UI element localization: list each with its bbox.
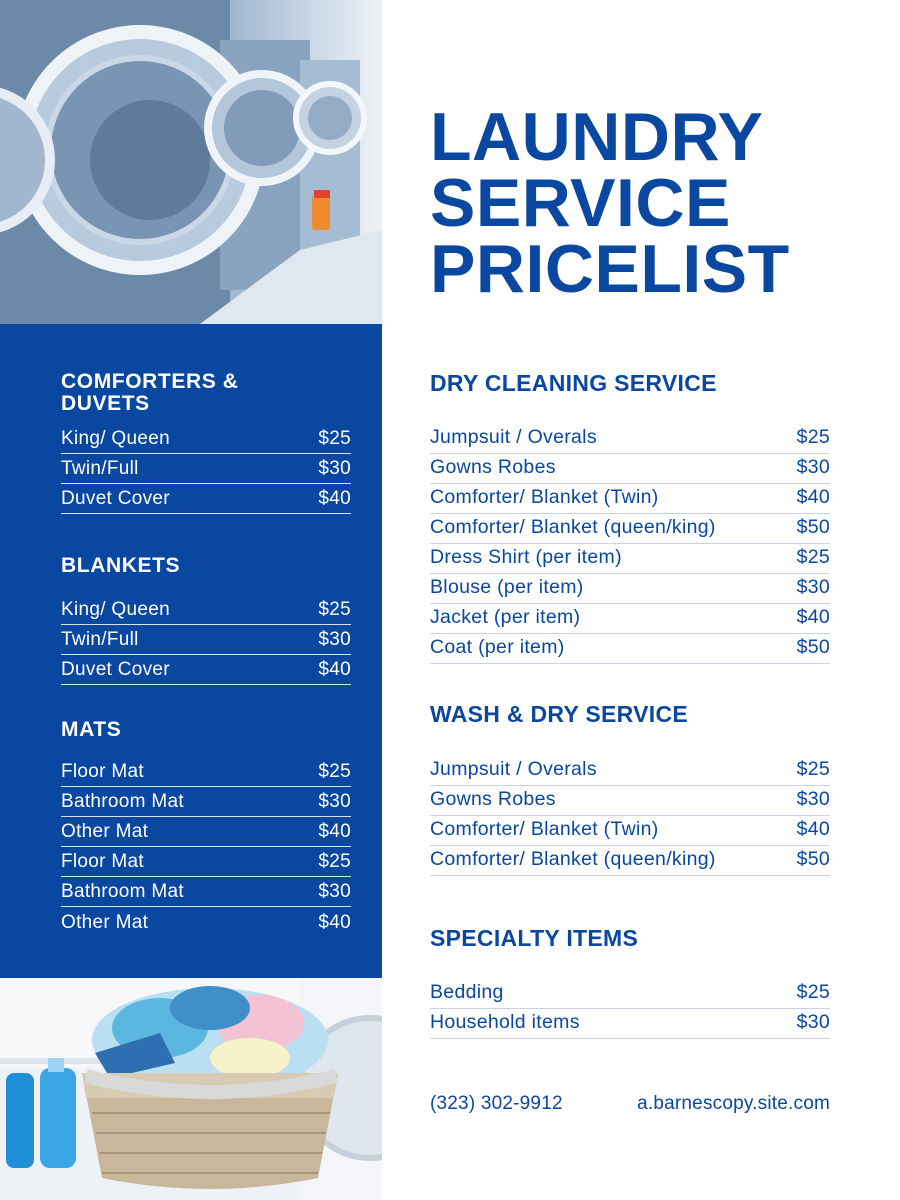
list-item: Coat (per item) $50	[430, 634, 830, 664]
list-item: Household items $30	[430, 1009, 830, 1039]
list-item: Jacket (per item) $40	[430, 604, 830, 634]
wash-dry-title: WASH & DRY SERVICE	[430, 701, 689, 727]
list-item: Comforter/ Blanket (queen/king) $50	[430, 514, 830, 544]
dry-cleaning-title: DRY CLEANING SERVICE	[430, 370, 717, 396]
list-item: King/ Queen $25	[61, 424, 351, 454]
list-item: King/ Queen $25	[61, 595, 351, 625]
website-link[interactable]: a.barnescopy.site.com	[637, 1093, 830, 1114]
list-item: Bathroom Mat $30	[61, 877, 351, 907]
blankets-section	[61, 554, 351, 680]
list-item: Gowns Robes $30	[430, 454, 830, 484]
list-item: Dress Shirt (per item) $25	[430, 544, 830, 574]
list-item: Blouse (per item) $30	[430, 574, 830, 604]
list-item: Floor Mat $25	[61, 757, 351, 787]
list-item: Comforter/ Blanket (Twin) $40	[430, 484, 830, 514]
left-column	[0, 0, 382, 1200]
section-title: BLANKETS	[61, 554, 181, 577]
page-title: LAUNDRY SERVICE PRICELIST	[430, 99, 790, 307]
list-item: Comforter/ Blanket (Twin) $40	[430, 816, 830, 846]
list-item: Floor Mat $25	[61, 847, 351, 877]
list-item: Other Mat $40	[61, 912, 351, 933]
laundry-basket-photo	[0, 978, 382, 1200]
contact-footer	[430, 1093, 830, 1115]
list-item: Twin/Full $30	[61, 625, 351, 655]
list-item: Jumpsuit / Overals $25	[430, 756, 830, 786]
price-list	[61, 424, 351, 514]
comforters-duvets-section	[61, 370, 351, 509]
price-list	[61, 595, 351, 685]
list-item: Bathroom Mat $30	[61, 787, 351, 817]
washing-machines-photo	[0, 0, 382, 324]
specialty-items-title: SPECIALTY ITEMS	[430, 925, 639, 951]
list-item: Twin/Full $30	[61, 454, 351, 484]
list-item: Jumpsuit / Overals $25	[430, 424, 830, 454]
list-item: Duvet Cover $40	[61, 484, 351, 514]
phone-number: (323) 302-9912	[430, 1093, 563, 1114]
dry-cleaning-list	[430, 424, 830, 664]
list-item: Bedding $25	[430, 979, 830, 1009]
list-item: Comforter/ Blanket (queen/king) $50	[430, 846, 830, 876]
price-list	[61, 757, 351, 937]
wash-dry-list	[430, 756, 830, 876]
list-item: Gowns Robes $30	[430, 786, 830, 816]
section-title: MATS	[61, 718, 122, 741]
mats-section	[61, 718, 351, 933]
list-item: Duvet Cover $40	[61, 655, 351, 685]
specialty-items-list	[430, 979, 830, 1039]
section-title: COMFORTERS & DUVETS	[61, 370, 239, 415]
list-item: Other Mat $40	[61, 817, 351, 847]
